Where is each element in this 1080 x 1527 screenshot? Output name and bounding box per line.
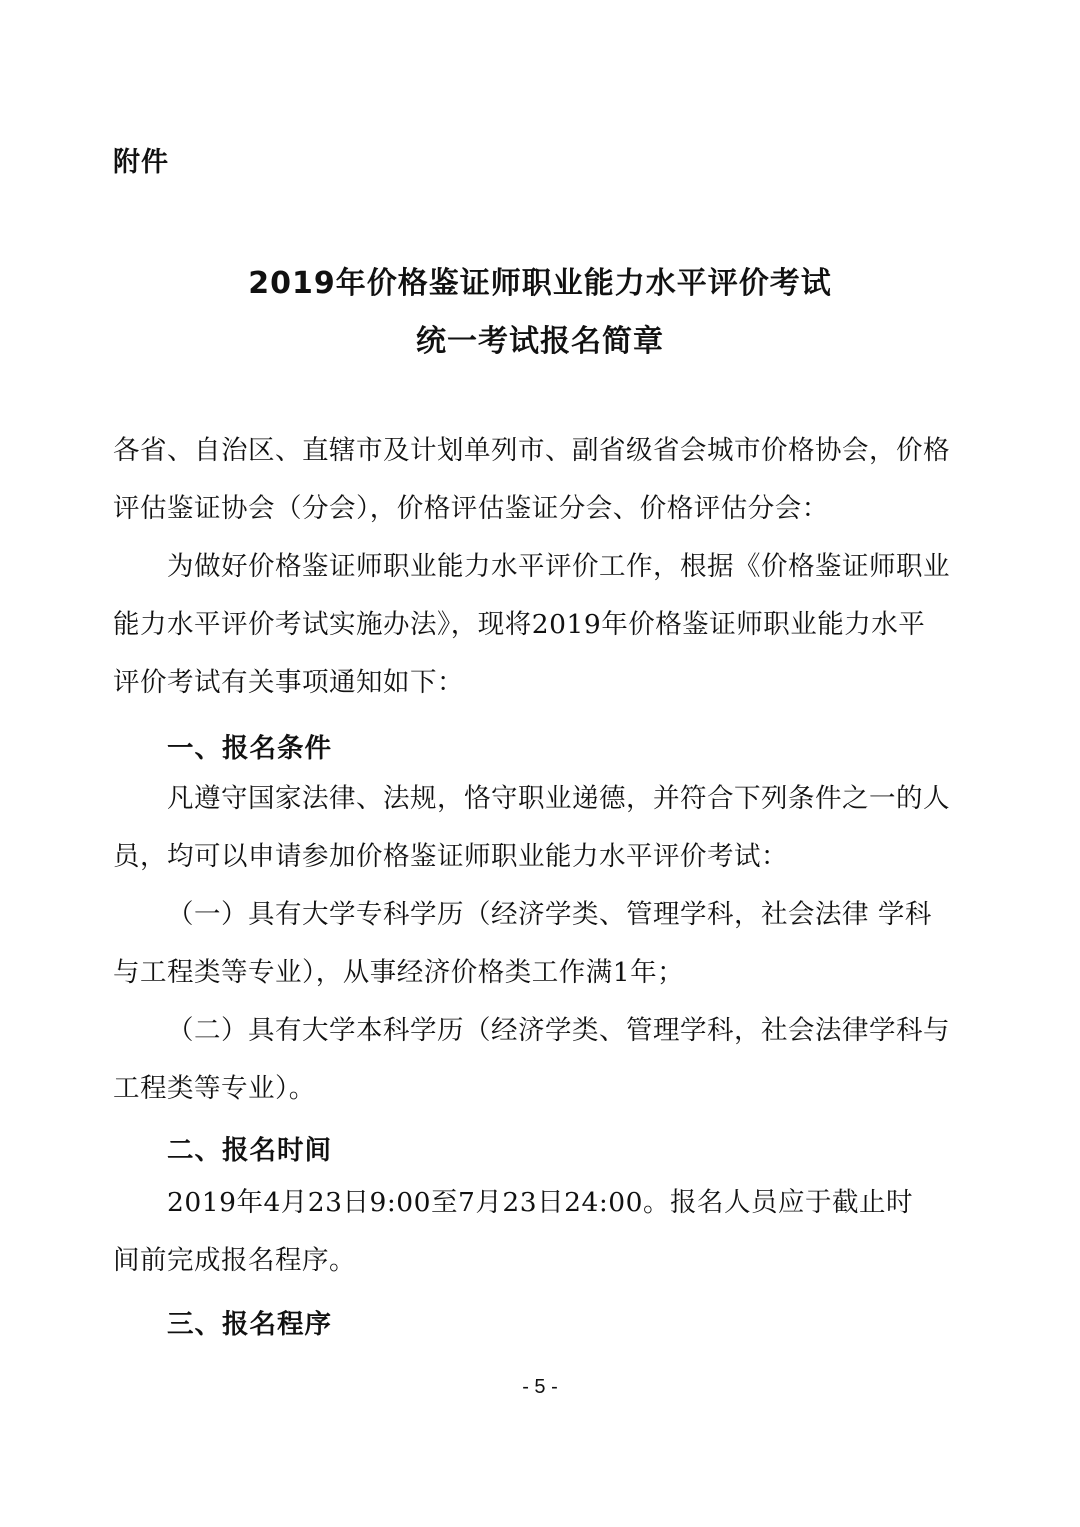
section-1-paragraph <box>113 770 953 886</box>
section-2-para-line-1: 2019年4月23日9:00至7月23日24:00。报名人员应于截止时 <box>167 1187 913 1218</box>
page-number: - 5 - <box>522 1376 558 1398</box>
document-title-line-2: 统一考试报名简章 <box>416 324 664 359</box>
document-title-line-1: 2019年价格鉴证师职业能力水平评价考试 <box>248 266 832 301</box>
attachment-label: 附件 <box>113 147 169 178</box>
intro-line-1: 为做好价格鉴证师职业能力水平评价工作，根据《价格鉴证师职业 <box>167 551 950 582</box>
section-3-heading: 三、报名程序 <box>167 1309 332 1340</box>
section-1-para-line-2: 员，均可以申请参加价格鉴证师职业能力水平评价考试： <box>113 841 788 872</box>
section-1-heading: 一、报名条件 <box>167 733 332 764</box>
intro-line-2: 能力水平评价考试实施办法》，现将2019年价格鉴证师职业能力水平 <box>113 609 926 640</box>
section-1-item-1 <box>113 886 953 1002</box>
section-2-para-line-2: 间前完成报名程序。 <box>113 1245 356 1276</box>
section-2-heading: 二、报名时间 <box>167 1135 332 1166</box>
addressee-line-2: 评估鉴证协会（分会），价格评估鉴证分会、价格评估分会： <box>113 493 829 524</box>
item-1-line-1: （一）具有大学专科学历（经济学类、管理学科，社会法律 学科 <box>167 899 932 930</box>
section-1-para-line-1: 凡遵守国家法律、法规，恪守职业递德，并符合下列条件之一的人 <box>167 783 950 814</box>
intro-paragraph <box>113 538 953 712</box>
item-1-line-2: 与工程类等专业），从事经济价格类工作满1年； <box>113 957 685 988</box>
item-2-line-1: （二）具有大学本科学历（经济学类、管理学科，社会法律学科与 <box>167 1015 950 1046</box>
item-2-line-2: 工程类等专业）。 <box>113 1073 316 1104</box>
intro-line-3: 评价考试有关事项通知如下： <box>113 667 464 698</box>
section-1-item-2 <box>113 1002 953 1118</box>
addressee-line-1: 各省、自治区、直辖市及计划单列市、副省级省会城市价格协会，价格 <box>113 435 950 466</box>
section-2-paragraph <box>113 1174 953 1290</box>
addressee-paragraph <box>113 422 953 538</box>
